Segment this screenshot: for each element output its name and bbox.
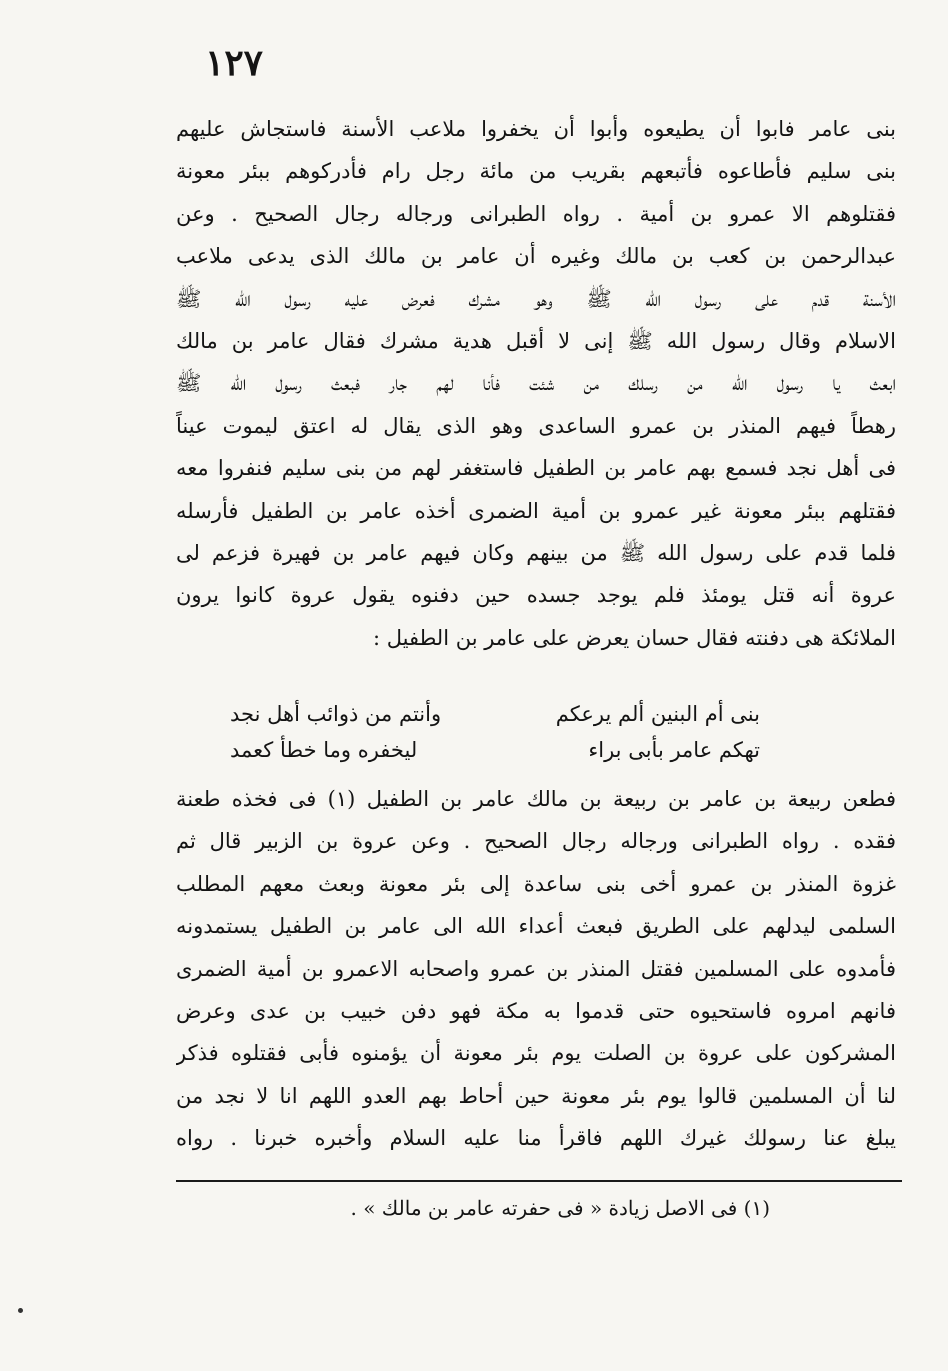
poem-verse xyxy=(230,732,760,768)
poem-second-hemistich: وأنتم من ذوائب أهل نجد xyxy=(230,702,442,726)
text-line: فقتلهم ببئر معونة غير عمرو بن أمية الضمرى أخذه عامر بن الطفيل فأرسله xyxy=(176,498,896,523)
text-line: عروة أنه قتل يومئذ فلم يوجد جسده حين دفنوه يقول عروة كانوا يرون xyxy=(176,583,896,608)
text-line: فقتلوهم الا عمرو بن أمية . رواه الطبرانى ورجاله رجال الصحيح . وعن xyxy=(176,201,896,226)
poem-first-hemistich: بنى أم البنين ألم يرعكم xyxy=(555,702,760,726)
footnote-divider xyxy=(176,1180,902,1182)
text-line: رهطاً فيهم المنذر بن عمرو الساعدى وهو الذى يقال له اعتق ليموت عيناً xyxy=(176,413,896,438)
text-line: بنى عامر فابوا أن يطيعوه وأبوا أن يخفروا ملاعب الأسنة فاستجاش عليهم xyxy=(176,117,896,141)
text-line: السلمى ليدلهم على الطريق فبعث أعداء الله الى عامر بن الطفيل يستمدونه xyxy=(176,914,896,939)
main-text-upper xyxy=(176,108,896,659)
text-line: فأمدوه على المسلمين فقتل المنذر بن عمرو واصحابه الاعمرو بن أمية الضمرى xyxy=(176,956,896,981)
text-line: الاسلام وقال رسول الله ﷺ إنى لا أقبل هدية مشرك فقال عامر بن مالك xyxy=(176,328,896,353)
text-line: فقده . رواه الطبرانى ورجاله رجال الصحيح . وعن عروة بن الزبير قال ثم xyxy=(176,829,896,854)
poem-second-hemistich: ليخفره وما خطأ كعمد xyxy=(230,738,418,762)
main-text-lower xyxy=(176,778,896,1160)
text-line: فانهم امروه فاستحيوه حتى قدموا به مكة فهو دفن خبيب بن عدى وعرض xyxy=(176,998,896,1023)
poem-first-hemistich: تهكم عامر بأبى براء xyxy=(588,738,760,762)
text-line: لنا أن المسلمين قالوا يوم بئر معونة حين أحاط بهم العدو اللهم انا لا نجد من xyxy=(176,1083,896,1108)
text-line: فلما قدم على رسول الله ﷺ من بينهم وكان فيهم عامر بن فهيرة فزعم لى xyxy=(176,540,896,565)
text-line: الملائكة هى دفنته فقال حسان يعرض على عامر بن الطفيل : xyxy=(372,625,896,650)
ink-speck xyxy=(18,1308,23,1313)
footnote: (١) فى الاصل زيادة « فى حفرته عامر بن مالك » . xyxy=(350,1196,770,1220)
page-number: ١٢٧ xyxy=(205,42,264,84)
text-line: فى أهل نجد فسمع بهم عامر بن الطفيل فاستغفر لهم من بنى سليم فنفروا معه xyxy=(176,456,896,481)
poem xyxy=(230,696,760,768)
text-line: المشركون على عروة بن الصلت يوم بئر معونة أن يؤمنوه فأبى فقتلوه فذكر xyxy=(176,1041,896,1066)
text-line: عبدالرحمن بن كعب بن مالك وغيره أن عامر بن مالك الذى يدعى ملاعب xyxy=(176,244,896,269)
text-line: فطعن ربيعة بن عامر بن ربيعة بن مالك عامر بن الطفيل (١) فى فخذه طعنة xyxy=(176,787,896,811)
text-line: ابعث يا رسول الله من رسلك من شئت فأنا لهم جار فبعث رسول الله ﷺ xyxy=(176,371,896,396)
text-line: غزوة المنذر بن عمرو أخى بنى ساعدة إلى بئر معونة وبعث معهم المطلب xyxy=(176,871,896,896)
text-line: يبلغ عنا رسولك غيرك اللهم فاقرأ منا عليه السلام وأخبره خبرنا . رواه xyxy=(176,1126,896,1151)
text-line: بنى سليم فأطاعوه فأتبعهم بقريب من مائة رجل رام فأدركوهم ببئر معونة xyxy=(176,159,896,184)
text-line: الأسنة قدم على رسول الله ﷺ وهو مشرك فعرض عليه رسول الله ﷺ xyxy=(176,286,896,311)
poem-verse xyxy=(230,696,760,732)
